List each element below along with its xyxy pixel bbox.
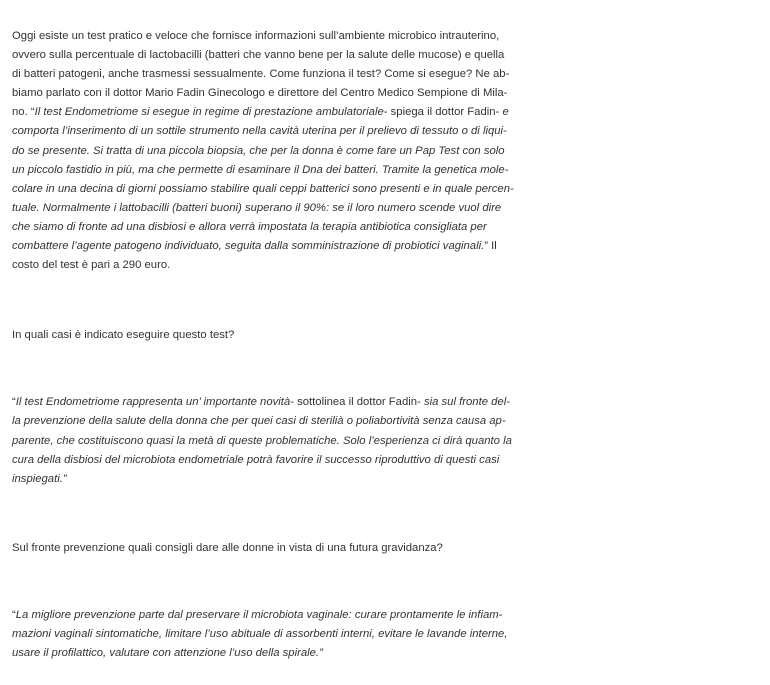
quote-line: cura della disbiosi del microbiota endometriale potrà favorire il successo riproduttivo di questi casi <box>12 453 500 466</box>
quote-line: colare in una decina di giorni possiamo stabilire quali ceppi batterici sono presenti e in quale percen- <box>12 182 514 195</box>
quote-line: inspiegati.” <box>12 472 67 485</box>
quote-line: tuale. Normalmente i lattobacilli (batteri buoni) superano il 90%: se il loro numero scende vuol dire <box>12 201 502 214</box>
text-fragment: no. “ <box>12 106 35 119</box>
quote-fragment: e <box>502 106 509 119</box>
article-body <box>12 27 512 663</box>
text-line <box>12 103 512 122</box>
quote-fragment: La migliore prevenzione parte dal preservare il microbiota vaginale: curare prontamente le infiam- <box>15 608 503 621</box>
text-fragment: - sottolinea il dottor Fadin- <box>290 396 424 409</box>
text-fragment: “ <box>12 396 16 409</box>
answer-paragraph <box>12 606 512 663</box>
intro-paragraph <box>12 27 512 275</box>
quote-fragment: Il test Endometriome si esegue in regime di prestazione ambulatoriale <box>34 106 384 119</box>
question-heading: Sul fronte prevenzione quali consigli dare alle donne in vista di una futura gravidanza? <box>12 541 443 554</box>
quote-fragment: Il test Endometriome rappresenta un’ importante novità <box>15 396 291 409</box>
text-line: biamo parlato con il dottor Mario Fadin Ginecologo e direttore del Centro Medico Sempione di Mila- <box>12 87 508 100</box>
text-fragment: - spiega il dottor Fadin- <box>383 106 503 119</box>
answer-paragraph <box>12 393 512 488</box>
text-line: Oggi esiste un test pratico e veloce che fornisce informazioni sull’ambiente microbico intrauterino, <box>12 30 500 42</box>
text-line: di batteri patogeni, anche trasmessi sessualmente. Come funziona il test? Come si esegue? Ne ab- <box>12 68 510 81</box>
quote-line: un piccolo fastidio in più, ma che permette di esaminare il Dna dei batteri. Tramite la genetica mole- <box>12 163 509 176</box>
quote-line: parente, che costituiscono quasi la metà di queste problematiche. Solo l’esperienza ci dirà quanto la <box>12 434 512 447</box>
text-line <box>12 393 512 412</box>
quote-line: la prevenzione della salute della donna che per quei casi di sterilià o poliabortività senza causa ap- <box>12 415 506 428</box>
text-line: costo del test è pari a 290 euro. <box>12 259 171 272</box>
quote-line: che siamo di fronte ad una disbiosi e allora verrà impostata la terapia antibiotica consigliata per <box>12 220 487 233</box>
text-fragment: ” Il <box>484 240 497 253</box>
quote-line: mazioni vaginali sintomatiche, limitare l’uso abituale di assorbenti interni, evitare le lavande interne, <box>12 627 508 640</box>
text-line <box>12 606 512 625</box>
quote-line: do se presente. Si tratta di una piccola biopsia, che per la donna è come fare un Pap Test con solo <box>12 144 505 157</box>
quote-line: usare il profilattico, valutare con attenzione l’uso della spirale.” <box>12 647 323 660</box>
question-heading: In quali casi è indicato eseguire questo test? <box>12 329 235 342</box>
quote-line: comporta l’inserimento di un sottile strumento nella cavità uterina per il prelievo di tessuto o di liqui- <box>12 125 507 138</box>
quote-fragment: combattere l’agente patogeno individuato, seguita dalla somministrazione di probiotici vaginali. <box>12 240 485 253</box>
text-line: ovvero sulla percentuale di lactobacilli (batteri che vanno bene per la salute delle mucose) e quella <box>12 49 505 62</box>
text-line <box>12 237 512 256</box>
quote-fragment: sia sul fronte del- <box>423 396 510 409</box>
text-fragment: “ <box>12 608 16 621</box>
